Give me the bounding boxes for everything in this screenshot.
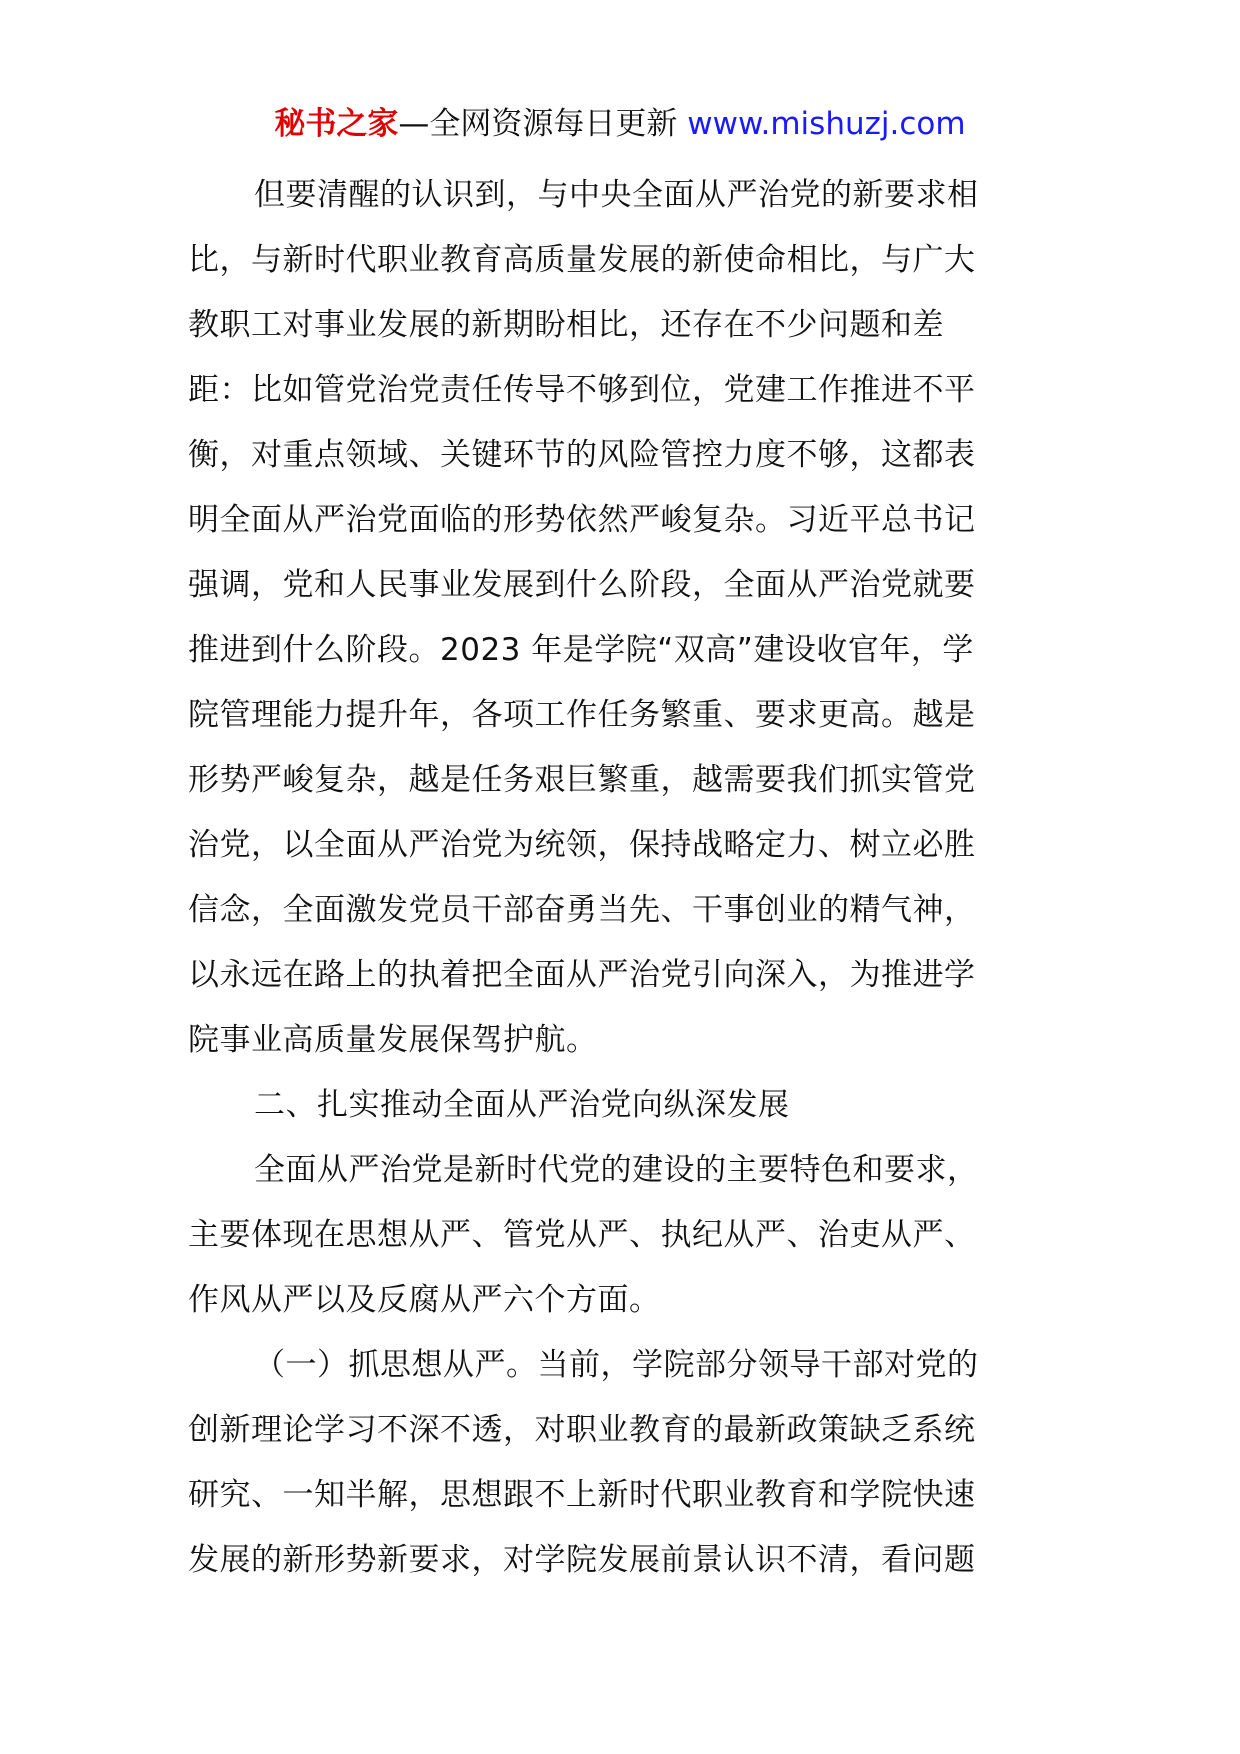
paragraph-line: 推进到什么阶段。2023 年是学院“双高”建设收官年，学 [188,632,974,668]
paragraph-line: 主要体现在思想从严、管党从严、执纪从严、治吏从严、 [188,1217,976,1253]
paragraph-line: 作风从严以及反腐从严六个方面。 [188,1282,661,1318]
paragraph-line: 强调，党和人民事业发展到什么阶段，全面从严治党就要 [188,567,976,603]
site-brand: 秘书之家 [274,106,399,142]
paragraph-line: 发展的新形势新要求，对学院发展前景认识不清，看问题 [188,1542,976,1578]
document-body [188,163,1056,1593]
paragraph-line: 院事业高质量发展保驾护航。 [188,1022,598,1058]
paragraph-line: 研究、一知半解，思想跟不上新时代职业教育和学院快速 [188,1477,976,1513]
paragraph-line: 形势严峻复杂，越是任务艰巨繁重，越需要我们抓实管党 [188,762,976,798]
paragraph-line: 全面从严治党是新时代党的建设的主要特色和要求， [254,1152,979,1188]
paragraph-line: 以永远在路上的执着把全面从严治党引向深入，为推进学 [188,957,976,993]
paragraph-line: 教职工对事业发展的新期盼相比，还存在不少问题和差 [188,307,944,343]
paragraph-line: 创新理论学习不深不透，对职业教育的最新政策缺乏系统 [188,1412,976,1448]
section-heading: 二、扎实推动全面从严治党向纵深发展 [254,1087,790,1123]
paragraph-line: 比，与新时代职业教育高质量发展的新使命相比，与广大 [188,242,976,278]
paragraph-line: （一）抓思想从严。当前，学院部分领导干部对党的 [254,1347,979,1383]
paragraph-line: 明全面从严治党面临的形势依然严峻复杂。习近平总书记 [188,502,976,538]
paragraph-line: 衡，对重点领域、关键环节的风险管控力度不够，这都表 [188,437,976,473]
site-url-link[interactable]: www.mishuzj.com [687,106,966,142]
paragraph-line: 院管理能力提升年，各项工作任务繁重、要求更高。越是 [188,697,976,733]
paragraph-line: 但要清醒的认识到，与中央全面从严治党的新要求相 [254,177,979,213]
site-tagline: —全网资源每日更新 [398,106,688,142]
paragraph-line: 距：比如管党治党责任传导不够到位，党建工作推进不平 [188,372,976,408]
paragraph-line: 信念，全面激发党员干部奋勇当先、干事创业的精气神， [188,892,976,928]
paragraph-line: 治党，以全面从严治党为统领，保持战略定力、树立必胜 [188,827,976,863]
page-header [0,102,1240,146]
